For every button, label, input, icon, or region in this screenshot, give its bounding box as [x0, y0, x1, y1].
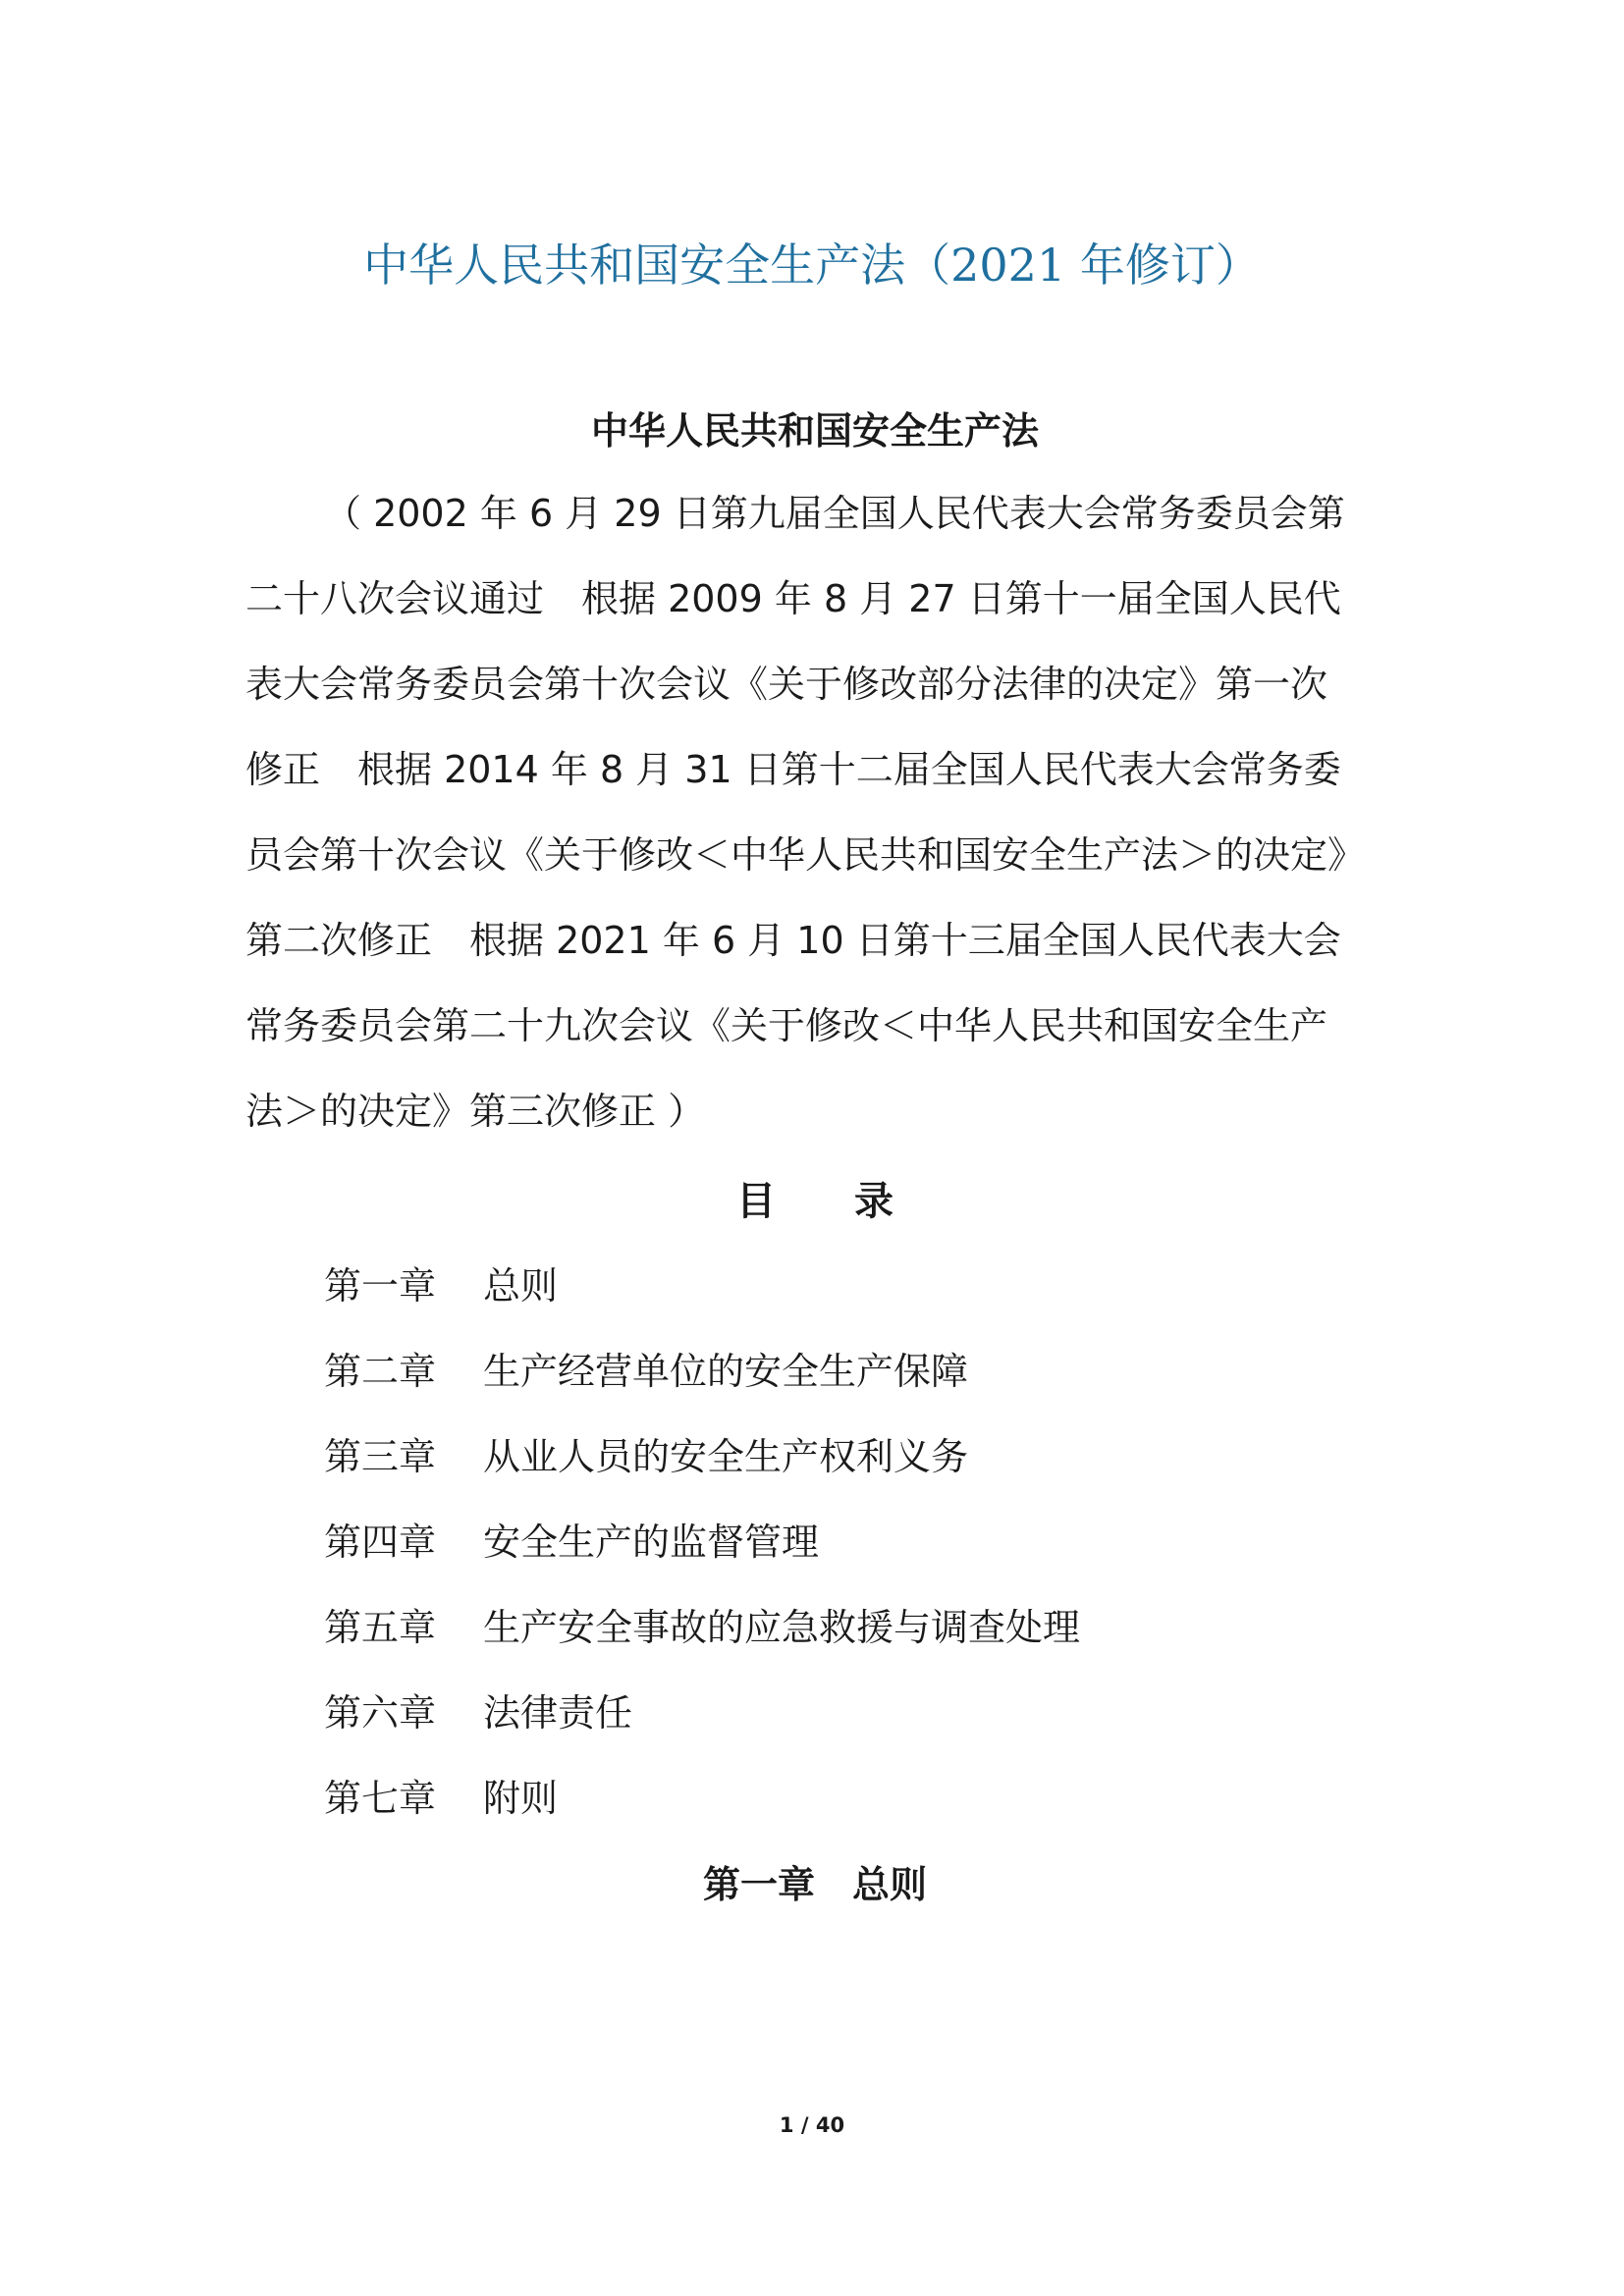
toc-item[interactable] [324, 1258, 558, 1313]
toc-chapter-number: 第一章 [324, 1264, 437, 1308]
preamble-line: （ 2002 年 6 月 29 日第九届全国人民代表大会常务委员会第 [324, 492, 1345, 535]
law-title: 中华人民共和国安全生产法 [590, 409, 1039, 453]
toc-chapter-name: 从业人员的安全生产权利义务 [483, 1435, 969, 1478]
toc-chapter-number: 第六章 [324, 1691, 437, 1735]
toc-chapter-number: 第七章 [324, 1777, 437, 1820]
toc-item[interactable] [324, 1771, 558, 1826]
preamble-line: 修正 根据 2014 年 8 月 31 日第十二届全国人民代表大会常务委 [245, 748, 1341, 791]
toc-chapter-name: 法律责任 [483, 1691, 633, 1735]
preamble-line: 二十八次会议通过 根据 2009 年 8 月 27 日第十一届全国人民代 [245, 577, 1341, 620]
toc-heading: 目 录 [736, 1179, 893, 1224]
toc-chapter-number: 第五章 [324, 1606, 437, 1649]
toc-chapter-name: 生产经营单位的安全生产保障 [483, 1350, 969, 1393]
toc-item[interactable] [324, 1685, 632, 1740]
toc-chapter-name: 安全生产的监督管理 [483, 1521, 820, 1564]
toc-chapter-number: 第三章 [324, 1435, 437, 1478]
toc-chapter-name: 生产安全事故的应急救援与调查处理 [483, 1606, 1081, 1649]
preamble-line: 表大会常务委员会第十次会议《关于修改部分法律的决定》第一次 [245, 663, 1328, 706]
page-number: 1 / 40 [779, 2113, 845, 2137]
toc-item[interactable] [324, 1344, 968, 1399]
chapter-heading: 第一章 总则 [702, 1863, 927, 1906]
toc-chapter-name: 总则 [483, 1264, 559, 1308]
toc-chapter-name: 附则 [483, 1777, 559, 1820]
toc-item[interactable] [324, 1429, 968, 1484]
preamble-line: 员会第十次会议《关于修改＜中华人民共和国安全生产法＞的决定》 [245, 833, 1366, 877]
document-main-title: 中华人民共和国安全生产法（2021 年修订） [363, 239, 1261, 292]
toc-chapter-number: 第四章 [324, 1521, 437, 1564]
toc-chapter-number: 第二章 [324, 1350, 437, 1393]
preamble-line: 第二次修正 根据 2021 年 6 月 10 日第十三届全国人民代表大会 [245, 919, 1341, 962]
toc-item[interactable] [324, 1515, 819, 1570]
toc-item[interactable] [324, 1600, 1080, 1655]
preamble-line: 法＞的决定》第三次修正 ） [245, 1090, 706, 1133]
preamble-line: 常务委员会第二十九次会议《关于修改＜中华人民共和国安全生产 [245, 1004, 1328, 1047]
